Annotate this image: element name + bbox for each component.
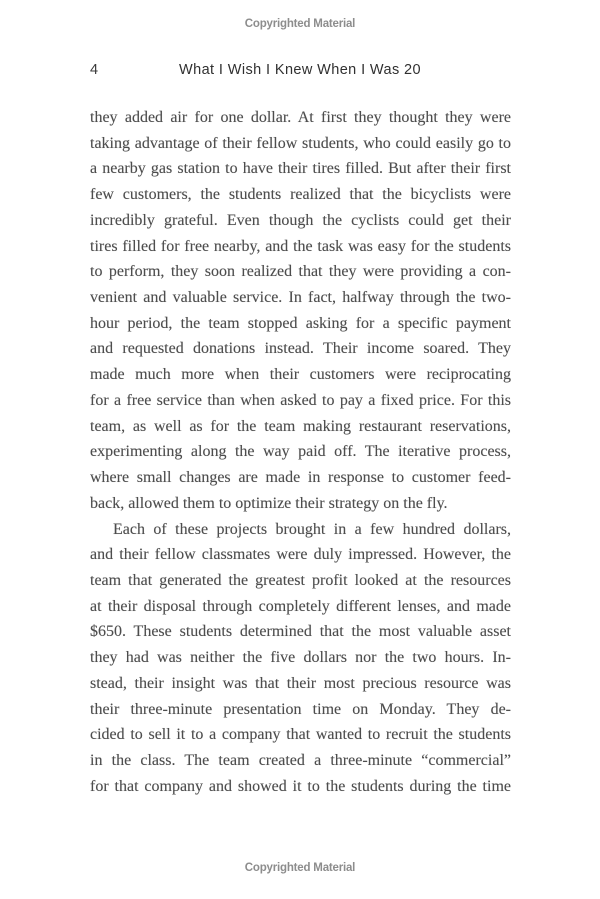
text-line: team that generated the greatest profit looked at the resources	[90, 571, 511, 589]
text-line: tires filled for free nearby, and the task was easy for the students	[90, 237, 511, 255]
text-line: hour period, the team stopped asking for a specific payment	[90, 314, 511, 332]
text-line: experimenting along the way paid off. The iterative process,	[90, 443, 511, 461]
running-header	[0, 62, 600, 80]
text-line: to perform, they soon realized that they were providing a con-	[90, 263, 511, 281]
text-line: their three-minute presentation time on Monday. They de-	[90, 700, 511, 718]
running-header-title: What I Wish I Knew When I Was 20	[179, 62, 421, 78]
text-line: they added air for one dollar. At first they thought they were	[90, 109, 511, 126]
text-line: for a free service than when asked to pay a fixed price. For this	[90, 391, 511, 409]
text-line: $650. These students determined that the most valuable asset	[90, 623, 511, 641]
text-line: made much more when their customers were reciprocating	[90, 366, 511, 384]
text-line: cided to sell it to a company that wanted to recruit the students	[90, 726, 511, 744]
text-line: Each of these projects brought in a few hundred dollars,	[113, 520, 511, 538]
text-line: stead, their insight was that their most precious resource was	[90, 674, 511, 692]
text-line: and their fellow classmates were duly impressed. However, the	[90, 546, 511, 564]
page-number: 4	[90, 62, 99, 78]
text-line: venient and valuable service. In fact, halfway through the two-	[90, 289, 511, 307]
body-text	[90, 105, 511, 799]
text-line: few customers, the students realized that the bicyclists were	[90, 186, 511, 204]
copyright-banner-top: Copyrighted Material	[244, 18, 356, 30]
text-line: where small changes are made in response to customer feed-	[90, 469, 511, 487]
text-line: and requested donations instead. Their income soared. They	[90, 340, 511, 358]
text-line: team, as well as for the team making restaurant reservations,	[90, 417, 511, 435]
text-line: in the class. The team created a three-minute “commercial”	[90, 751, 511, 769]
text-line: for that company and showed it to the students during the time	[90, 777, 511, 795]
text-line: they had was neither the five dollars nor the two hours. In-	[90, 649, 511, 667]
copyright-banner-bottom: Copyrighted Material	[244, 862, 356, 874]
text-line: back, allowed them to optimize their strategy on the fly.	[90, 494, 448, 512]
text-line: incredibly grateful. Even though the cyclists could get their	[90, 211, 511, 229]
text-line: at their disposal through completely different lenses, and made	[90, 597, 511, 615]
text-line: a nearby gas station to have their tires filled. But after their first	[90, 160, 511, 178]
text-line: taking advantage of their fellow students, who could easily go to	[90, 134, 511, 152]
